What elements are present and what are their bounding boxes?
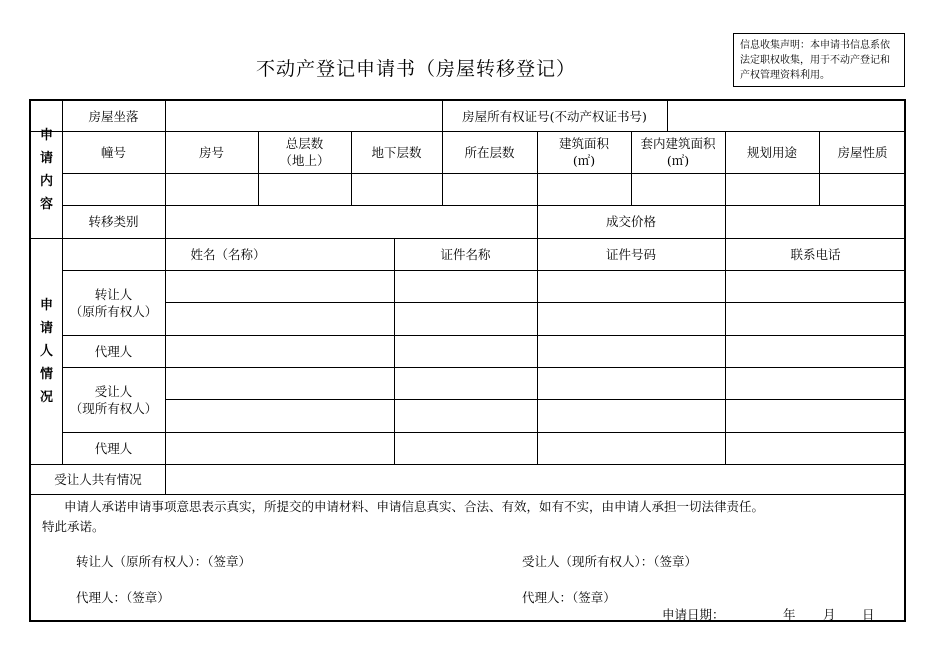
transferee-signature[interactable]: 受让人（现所有权人）：（签章） [522, 554, 698, 569]
building-no-header: 幢号 [100, 144, 126, 160]
commitment-closing: 特此承诺。 [42, 519, 105, 534]
room-no-field[interactable] [165, 173, 258, 205]
deal-price-field[interactable] [725, 205, 906, 238]
co-ownership-label: 受让人共有情况 [54, 471, 142, 487]
name-header: 姓名（名称） [190, 246, 266, 262]
floor-located-field[interactable] [442, 173, 537, 205]
transferor-agent-label: 代理人 [94, 343, 133, 359]
co-ownership-field[interactable] [165, 464, 906, 494]
property-location-field[interactable] [165, 101, 442, 131]
privacy-notice: 信息收集声明：本申请书信息系依法定职权收集，用于不动产登记和产权管理资料利用。 [733, 33, 905, 87]
commitment-text: 申请人承诺申请事项意思表示真实，所提交的申请材料、申请信息真实、合法、有效，如有不实，由申请人承担一切法律责任。 [64, 499, 765, 514]
transferee-agent-name-field[interactable] [165, 432, 394, 464]
transferee-agent-label: 代理人 [94, 440, 133, 456]
phone-header: 联系电话 [790, 246, 841, 262]
id-type-header: 证件名称 [440, 246, 491, 262]
application-date-label: 申请日期： [662, 607, 725, 622]
total-floors-field[interactable] [258, 173, 351, 205]
page-title: 不动产登记申请书（房屋转移登记） [256, 58, 577, 80]
application-form [29, 99, 906, 622]
transferee-label: 受让人 （现所有权人） [69, 383, 158, 416]
total-floors-header: 总层数 （地上） [279, 136, 330, 168]
deal-price-label: 成交价格 [605, 214, 656, 229]
agent-signature-left[interactable]: 代理人：（签章） [76, 590, 170, 605]
transferee-name-field-2[interactable] [165, 399, 394, 432]
planned-use-header: 规划用途 [746, 144, 797, 160]
transferor-label: 转让人 （原所有权人） [69, 286, 158, 319]
certificate-number-field[interactable] [667, 101, 906, 131]
property-nature-header: 房屋性质 [837, 144, 888, 160]
section-label-applicant-info: 申 请 人 情 况 [39, 297, 53, 405]
building-no-field[interactable] [62, 173, 165, 205]
floor-located-header: 所在层数 [464, 144, 515, 160]
inner-area-field[interactable] [631, 173, 725, 205]
date-month: 月 [823, 607, 836, 622]
inner-area-header: 套内建筑面积 (㎡) [640, 136, 716, 168]
building-area-header: 建筑面积 (㎡) [558, 136, 609, 168]
section-label-application-content: 申 请 内 容 [39, 127, 53, 212]
transferor-agent-name-field[interactable] [165, 335, 394, 367]
transferor-signature[interactable]: 转让人（原所有权人）：（签章） [76, 554, 252, 569]
planned-use-field[interactable] [725, 173, 819, 205]
agent-signature-right[interactable]: 代理人：（签章） [522, 590, 616, 605]
transferee-name-field-1[interactable] [165, 367, 394, 399]
date-year: 年 [783, 607, 796, 622]
transferor-name-field-1[interactable] [165, 270, 394, 302]
id-number-header: 证件号码 [605, 246, 656, 262]
underground-floors-field[interactable] [351, 173, 442, 205]
building-area-field[interactable] [537, 173, 631, 205]
property-location-label: 房屋坐落 [88, 108, 139, 124]
property-nature-field[interactable] [819, 173, 906, 205]
room-no-header: 房号 [198, 144, 224, 160]
date-day: 日 [862, 607, 875, 622]
transfer-type-label: 转移类别 [88, 214, 139, 229]
transfer-type-field[interactable] [165, 205, 537, 238]
underground-floors-header: 地下层数 [371, 144, 422, 160]
certificate-number-label: 房屋所有权证号(不动产权证书号) [462, 108, 647, 124]
transferor-name-field-2[interactable] [165, 302, 394, 335]
